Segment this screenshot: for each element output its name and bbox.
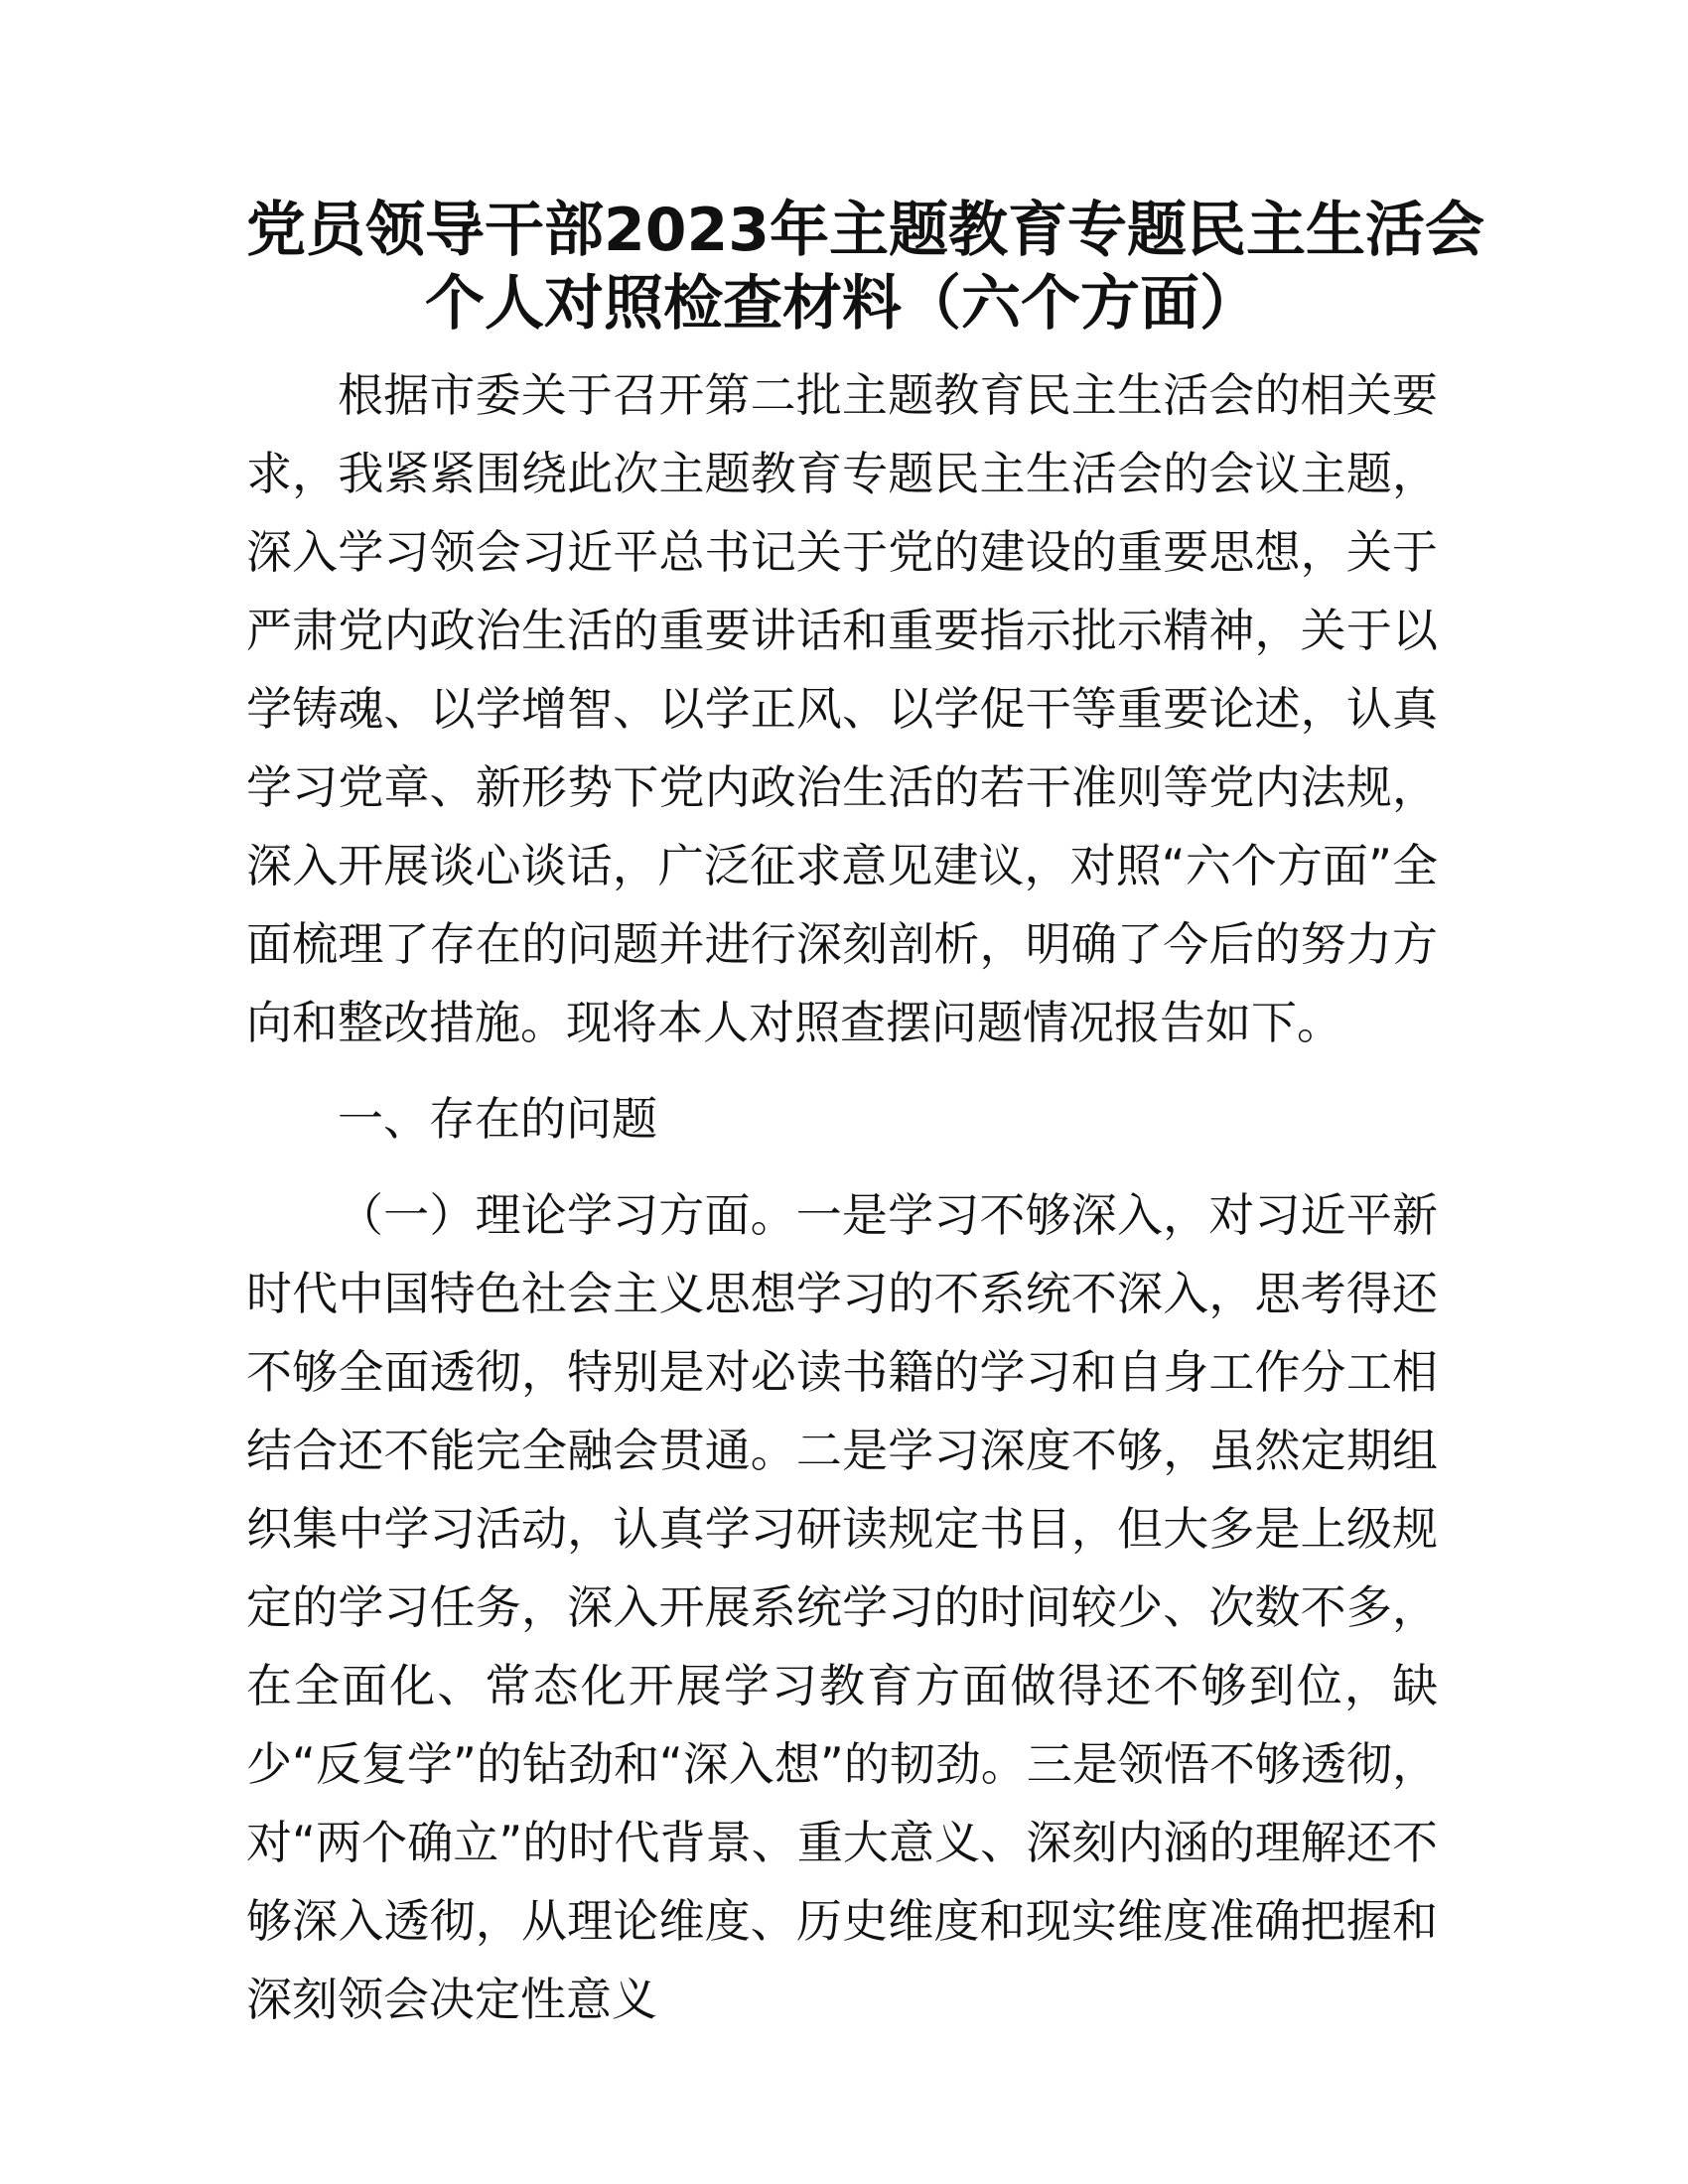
section-heading-problems: 一、存在的问题	[338, 1092, 657, 1146]
title-line-2: 个人对照检查材料（六个方面）	[425, 269, 1259, 339]
title-line-1: 党员领导干部2023年主题教育专题民主生活会	[246, 196, 1484, 265]
document-page	[246, 194, 1484, 2026]
document-title	[246, 194, 1484, 341]
intro-paragraph: 根据市委关于召开第二批主题教育民主生活会的相关要求，我紧紧围绕此次主题教育专题民主生活会的会议主题，深入学习领会习近平总书记关于党的建设的重要思想，关于严肃党内政治生活的重要讲话和重要指示批示精神，关于以学铸魂、以学增智、以学正风、以学促干等重要论述，认真学习党章、新形势下党内政治生活的若干准则等党内法规，深入开展谈心谈话，广泛征求意见建议，对照“六个方面”全面梳理了存在的问题并进行深刻剖析，明确了今后的努力方向和整改措施。现将本人对照查摆问题情况报告如下。	[246, 368, 1438, 1049]
subsection-theory-study: （一）理论学习方面。一是学习不够深入，对习近平新时代中国特色社会主义思想学习的不系统不深入，思考得还不够全面透彻，特别是对必读书籍的学习和自身工作分工相结合还不能完全融会贯通。二是学习深度不够，虽然定期组织集中学习活动，认真学习研读规定书目，但大多是上级规定的学习任务，深入开展系统学习的时间较少、次数不多，在全面化、常态化开展学习教育方面做得还不够到位，缺少“反复学”的钻劲和“深入想”的韧劲。三是领悟不够透彻，对“两个确立”的时代背景、重大意义、深刻内涵的理解还不够深入透彻，从理论维度、历史维度和现实维度准确把握和深刻领会决定性意义	[246, 1188, 1438, 2026]
